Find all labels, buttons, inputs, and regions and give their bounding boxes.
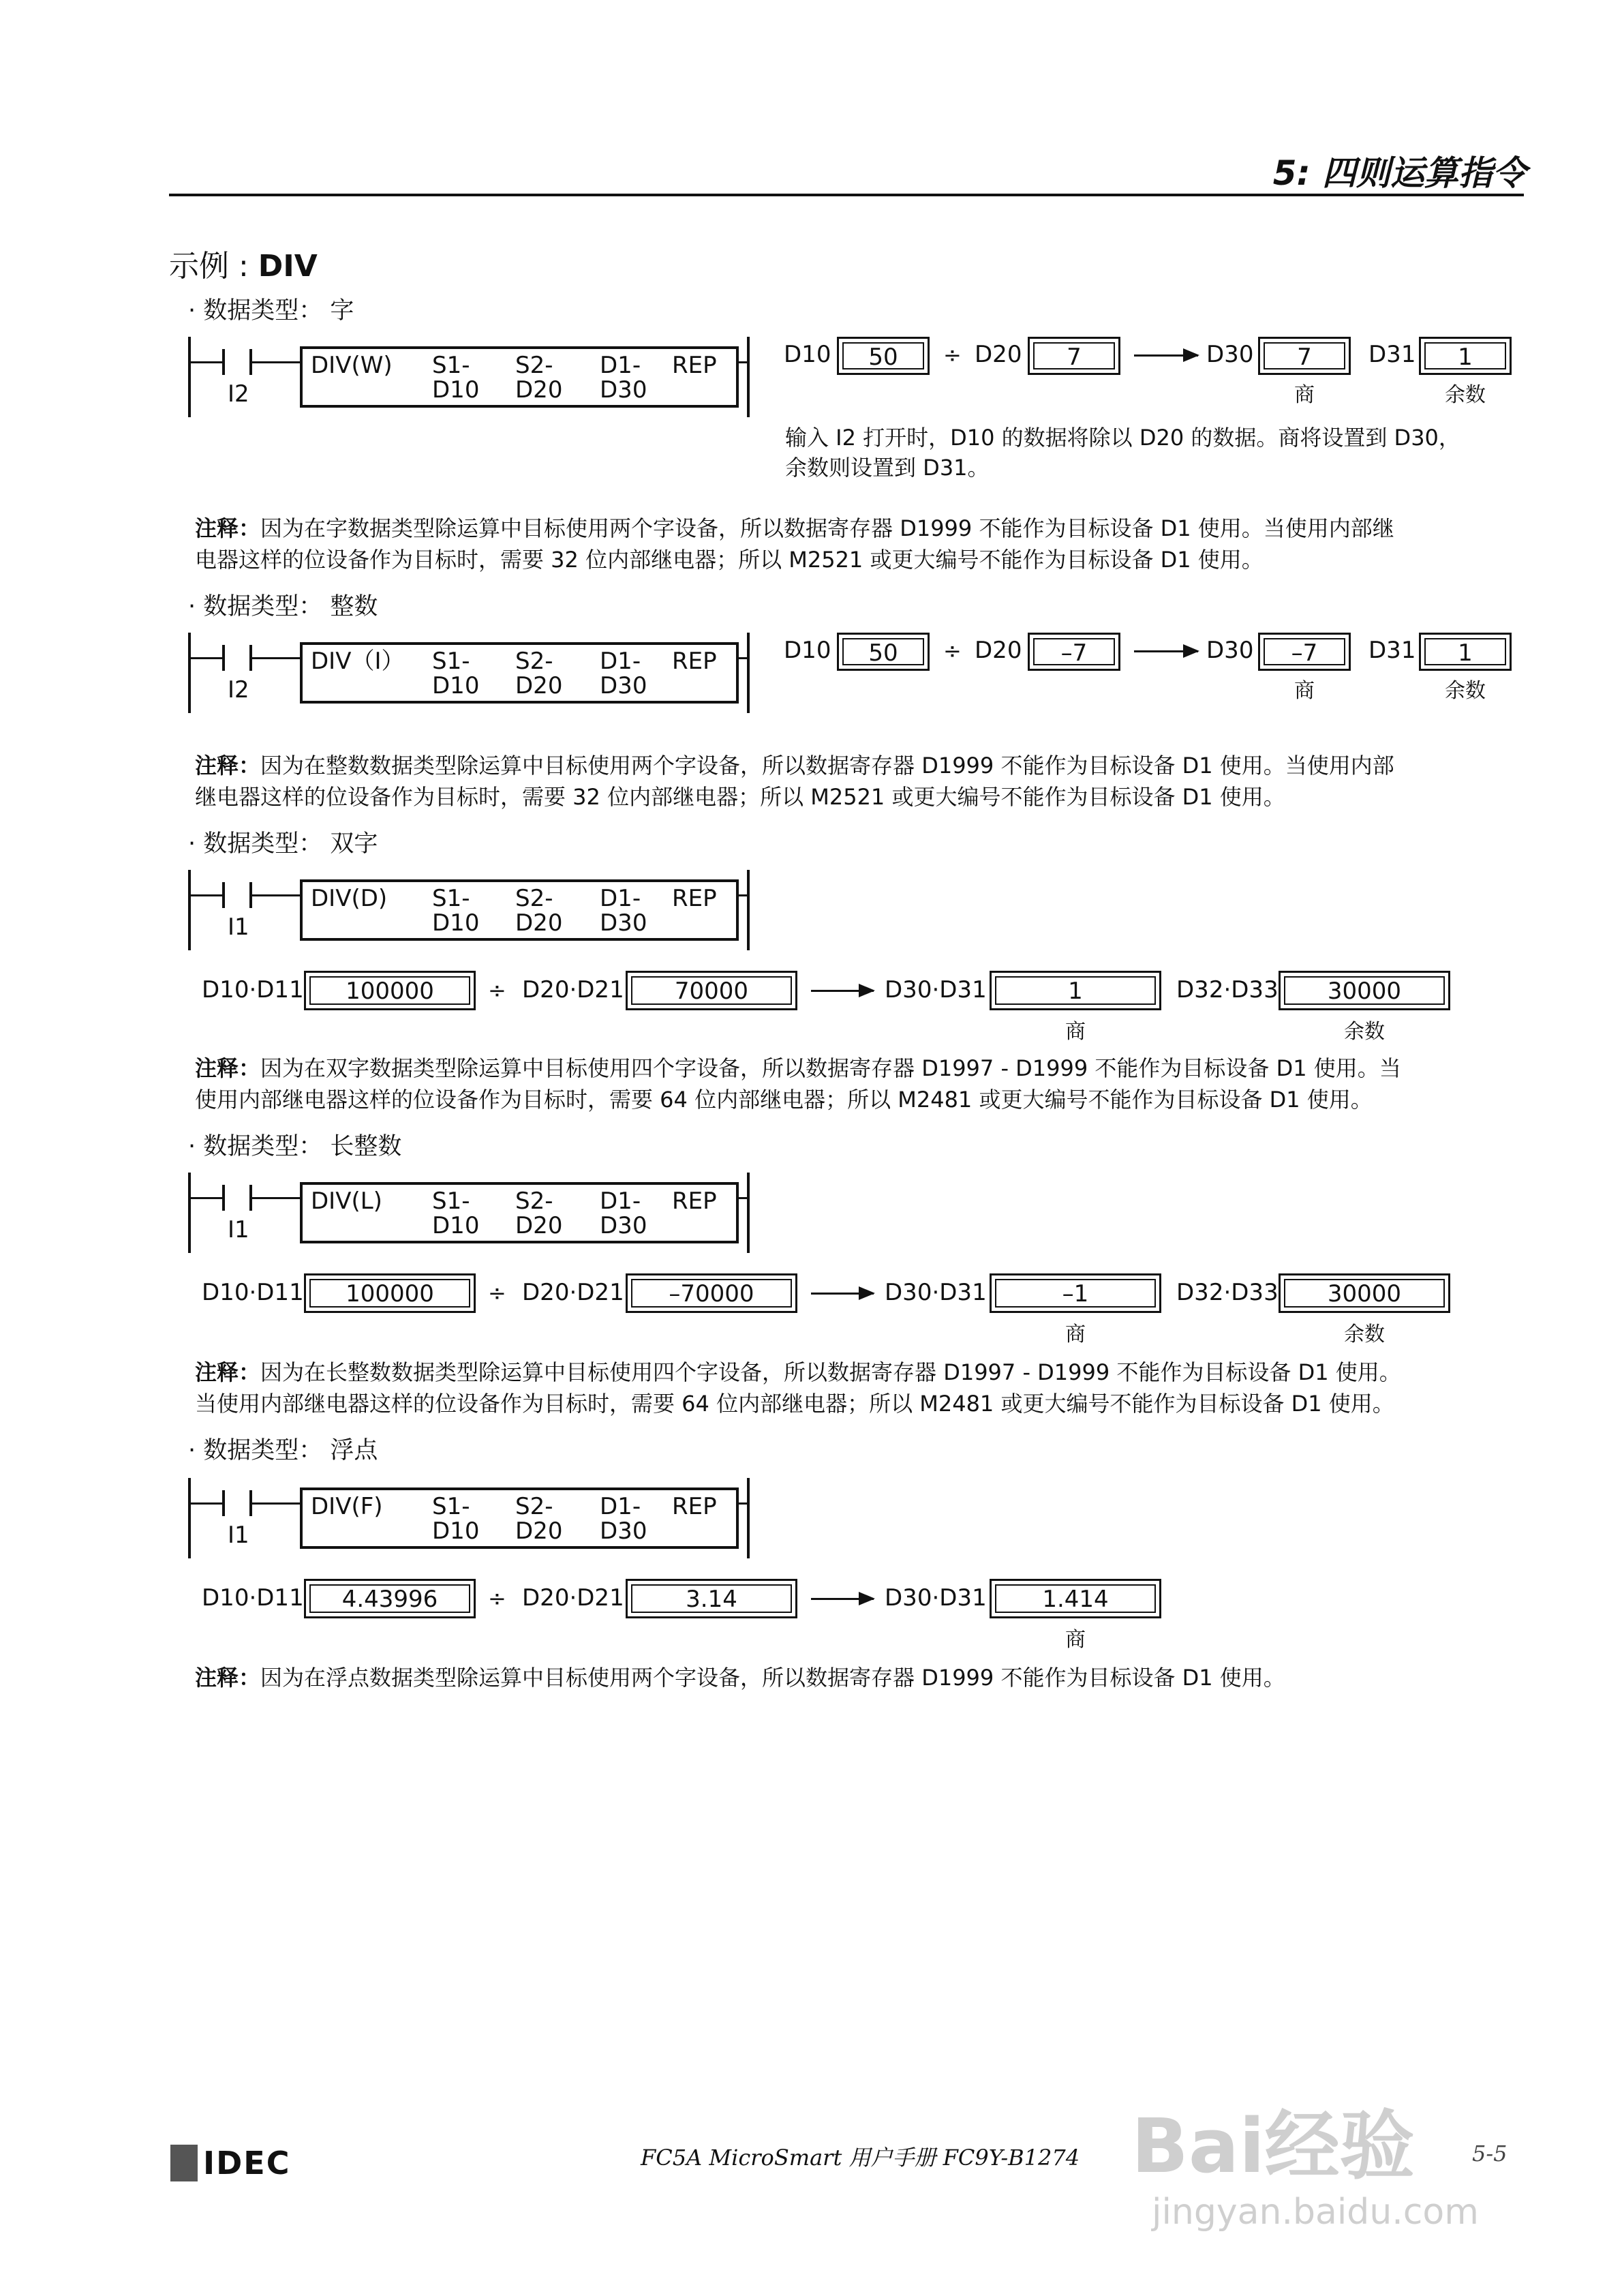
ladder-diagram [188, 337, 761, 419]
idec-logo: IDEC [170, 2145, 290, 2181]
ladder-diagram [188, 633, 761, 714]
manual-title: FC5A MicroSmart 用户手册 FC9Y-B1274 [641, 2145, 1080, 2171]
section-heading: · 数据类型： 长整数 [188, 1133, 402, 1160]
note: 注释：因为在长整数数据类型除运算中目标使用四个字设备，所以数据寄存器 D1997 - D1999 不能作为目标设备 D1 使用。 当使用内部继电器这样的位设备作为目标时，需要 64 位内部继电器；所以 M2481 或更大编号不能作为目标设备 D1 使用。 [195, 1359, 1401, 1417]
example-title: 示例 : DIV [169, 249, 318, 284]
note: 注释：因为在浮点数据类型除运算中目标使用两个字设备，所以数据寄存器 D1999 不能作为目标设备 D1 使用。 [195, 1665, 1285, 1691]
instruction-box: DIV(F) S1- D10 S2- D20 D1- D30 REP [300, 1487, 739, 1549]
instruction-box: DIV（I） S1- D10 S2- D20 D1- D30 REP [300, 642, 739, 704]
contact-label: I1 [228, 913, 249, 941]
watermark-brand: Bai经验 [1131, 2102, 1415, 2190]
instruction-box: DIV(L) S1- D10 S2- D20 D1- D30 REP [300, 1182, 739, 1243]
page-number: 5-5 [1472, 2141, 1508, 2166]
section-heading: · 数据类型： 整数 [188, 593, 378, 620]
chapter-title: 5: 四则运算指令 [1272, 153, 1527, 193]
description: 输入 I2 打开时，D10 的数据将除以 D20 的数据。商将设置到 D30， 余数则设置到 D31。 [785, 425, 1460, 481]
instruction-box: DIV(D) S1- D10 S2- D20 D1- D30 REP [300, 879, 739, 941]
section-heading: · 数据类型： 双字 [188, 830, 378, 858]
section-heading: · 数据类型： 浮点 [188, 1437, 378, 1464]
instruction-box: DIV(W) S1- D10 S2- D20 D1- D30 REP [300, 346, 739, 408]
contact-label: I1 [228, 1216, 249, 1243]
section-heading: · 数据类型： 字 [188, 297, 354, 324]
ladder-diagram [188, 1173, 761, 1254]
note: 注释：因为在双字数据类型除运算中目标使用四个字设备，所以数据寄存器 D1997 - D1999 不能作为目标设备 D1 使用。当 使用内部继电器这样的位设备作为目标时，需要 64 位内部继电器；所以 M2481 或更大编号不能作为目标设备 D1 使用。 [195, 1055, 1401, 1113]
contact-label: I1 [228, 1522, 249, 1549]
note: 注释：因为在整数数据类型除运算中目标使用两个字设备，所以数据寄存器 D1999 不能作为目标设备 D1 使用。当使用内部 继电器这样的位设备作为目标时，需要 32 位内部继电器；所以 M2521 或更大编号不能作为目标设备 D1 使用。 [195, 753, 1394, 810]
watermark-url: jingyan.baidu.com [1152, 2192, 1479, 2233]
note: 注释：因为在字数据类型除运算中目标使用两个字设备，所以数据寄存器 D1999 不能作为目标设备 D1 使用。当使用内部继 电器这样的位设备作为目标时，需要 32 位内部继电器；所以 M2521 或更大编号不能作为目标设备 D1 使用。 [195, 515, 1394, 573]
ladder-diagram [188, 1478, 761, 1560]
ladder-diagram [188, 870, 761, 952]
contact-label: I2 [228, 380, 249, 408]
contact-label: I2 [228, 676, 249, 704]
header-rule [169, 194, 1524, 196]
